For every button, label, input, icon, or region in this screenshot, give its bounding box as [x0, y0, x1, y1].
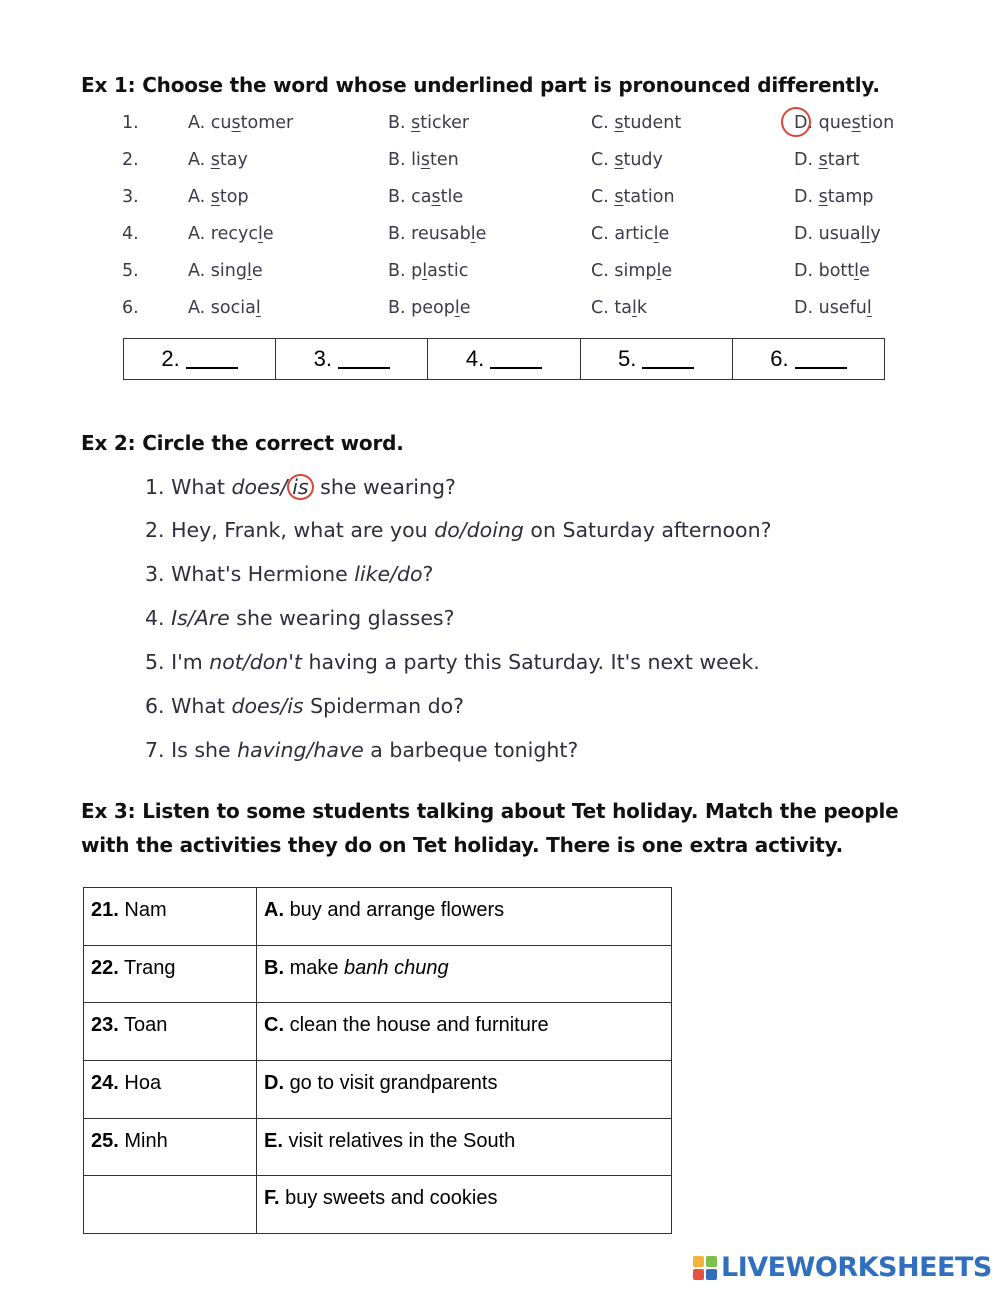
option-c[interactable]: C. article: [591, 224, 670, 244]
ex2-sentence-7: 7. Is she having/have a barbeque tonight?: [145, 738, 579, 762]
option-a[interactable]: A. social: [188, 298, 261, 318]
choice-option[interactable]: does/is: [231, 694, 304, 718]
logo-square: [706, 1256, 717, 1267]
answer-blank-3[interactable]: [338, 349, 390, 369]
answer-cell: [276, 339, 428, 379]
answer-number: 4.: [465, 346, 485, 371]
activity-cell: E. visit relatives in the South: [257, 1118, 672, 1176]
option-d[interactable]: D. start: [794, 150, 860, 170]
match-row: [84, 945, 672, 1003]
choice-option-circled[interactable]: is: [287, 474, 313, 500]
activity-cell: B. make banh chung: [257, 945, 672, 1003]
person-cell: 22. Trang: [84, 945, 257, 1003]
ex1-title: Ex 1: Choose the word whose underlined part is pronounced differently.: [81, 73, 880, 97]
answer-cell: [428, 339, 580, 379]
ex2-sentence-6: 6. What does/is Spiderman do?: [145, 694, 465, 718]
question-number: 6.: [122, 298, 139, 318]
answer-number: 6.: [770, 346, 789, 371]
option-c[interactable]: C. student: [591, 113, 682, 133]
match-row: [84, 888, 672, 946]
activity-cell: F. buy sweets and cookies: [257, 1176, 672, 1234]
option-d[interactable]: D. bottle: [794, 261, 870, 281]
question-number: 5.: [122, 261, 139, 281]
ex1-question-row: [0, 298, 1000, 328]
person-cell: 23. Toan: [84, 1003, 257, 1061]
ex2-sentence-3: 3. What's Hermione like/do?: [145, 562, 434, 586]
answer-blank-6[interactable]: [795, 349, 847, 369]
option-b[interactable]: B. people: [388, 298, 471, 318]
option-d[interactable]: D. usually: [794, 224, 881, 244]
activity-cell: C. clean the house and furniture: [257, 1003, 672, 1061]
answer-blank-4[interactable]: [490, 349, 542, 369]
activity-cell: A. buy and arrange flowers: [257, 888, 672, 946]
question-number: 1.: [122, 113, 139, 133]
answer-cell: [581, 339, 733, 379]
option-c[interactable]: C. study: [591, 150, 663, 170]
logo-mark-icon: [693, 1256, 717, 1280]
ex2-sentence-4: 4. Is/Are she wearing glasses?: [145, 606, 455, 630]
option-c[interactable]: C. station: [591, 187, 675, 207]
person-cell: 25. Minh: [84, 1118, 257, 1176]
option-a[interactable]: A. stay: [188, 150, 248, 170]
ex1-question-row: [0, 113, 1000, 143]
logo-square: [706, 1269, 717, 1280]
ex2-sentence-5: 5. I'm not/don't having a party this Saturday. It's next week.: [145, 650, 760, 674]
choice-option[interactable]: do/doing: [434, 518, 524, 542]
option-d[interactable]: D. question: [794, 113, 895, 133]
option-b[interactable]: B. plastic: [388, 261, 469, 281]
option-a[interactable]: A. stop: [188, 187, 249, 207]
match-row: [84, 1118, 672, 1176]
option-b[interactable]: B. reusable: [388, 224, 487, 244]
choice-option[interactable]: having/have: [237, 738, 364, 762]
logo-square: [693, 1256, 704, 1267]
option-d[interactable]: D. stamp: [794, 187, 874, 207]
answer-number: 5.: [618, 346, 637, 371]
match-row: [84, 1061, 672, 1119]
option-a[interactable]: A. customer: [188, 113, 294, 133]
answer-blank-5[interactable]: [642, 349, 694, 369]
match-row: [84, 1176, 672, 1234]
ex2-title: Ex 2: Circle the correct word.: [81, 431, 404, 455]
ex2-sentence-1: 1. What does/ is she wearing?: [145, 475, 456, 499]
option-a[interactable]: A. recycle: [188, 224, 274, 244]
answer-number: 2.: [161, 346, 180, 371]
ex1-question-row: [0, 187, 1000, 217]
ex2-sentence-2: 2. Hey, Frank, what are you do/doing on Saturday afternoon?: [145, 518, 772, 542]
person-cell: 21. Nam: [84, 888, 257, 946]
ex3-title-line1: Ex 3: Listen to some students talking about Tet holiday. Match the people: [81, 799, 899, 823]
option-c[interactable]: C. talk: [591, 298, 647, 318]
person-cell: [84, 1176, 257, 1234]
option-a[interactable]: A. single: [188, 261, 263, 281]
question-number: 3.: [122, 187, 139, 207]
question-number: 2.: [122, 150, 139, 170]
ex1-answer-table: [123, 338, 885, 380]
answer-circle-mark: [781, 107, 811, 137]
liveworksheets-logo: [693, 1252, 992, 1283]
choice-option[interactable]: Is/Are: [171, 606, 230, 630]
activity-cell: D. go to visit grandparents: [257, 1061, 672, 1119]
ex1-question-row: [0, 261, 1000, 291]
choice-option[interactable]: does/: [231, 475, 288, 499]
ex1-question-row: [0, 224, 1000, 254]
answer-cell: [733, 339, 884, 379]
logo-square: [693, 1269, 704, 1280]
answer-blank-2[interactable]: [186, 349, 238, 369]
match-row: [84, 1003, 672, 1061]
option-c[interactable]: C. simple: [591, 261, 673, 281]
choice-option[interactable]: like/do: [354, 562, 423, 586]
question-number: 4.: [122, 224, 139, 244]
ex1-question-row: [0, 150, 1000, 180]
option-b[interactable]: B. listen: [388, 150, 459, 170]
ex3-match-table: [83, 887, 672, 1234]
person-cell: 24. Hoa: [84, 1061, 257, 1119]
ex3-title-line2: with the activities they do on Tet holiday. There is one extra activity.: [81, 833, 844, 857]
choice-option[interactable]: not/don't: [209, 650, 302, 674]
option-b[interactable]: B. sticker: [388, 113, 470, 133]
answer-number: 3.: [313, 346, 332, 371]
option-b[interactable]: B. castle: [388, 187, 464, 207]
option-d[interactable]: D. useful: [794, 298, 872, 318]
logo-text: LIVEWORKSHEETS: [721, 1252, 992, 1283]
answer-cell: [124, 339, 276, 379]
